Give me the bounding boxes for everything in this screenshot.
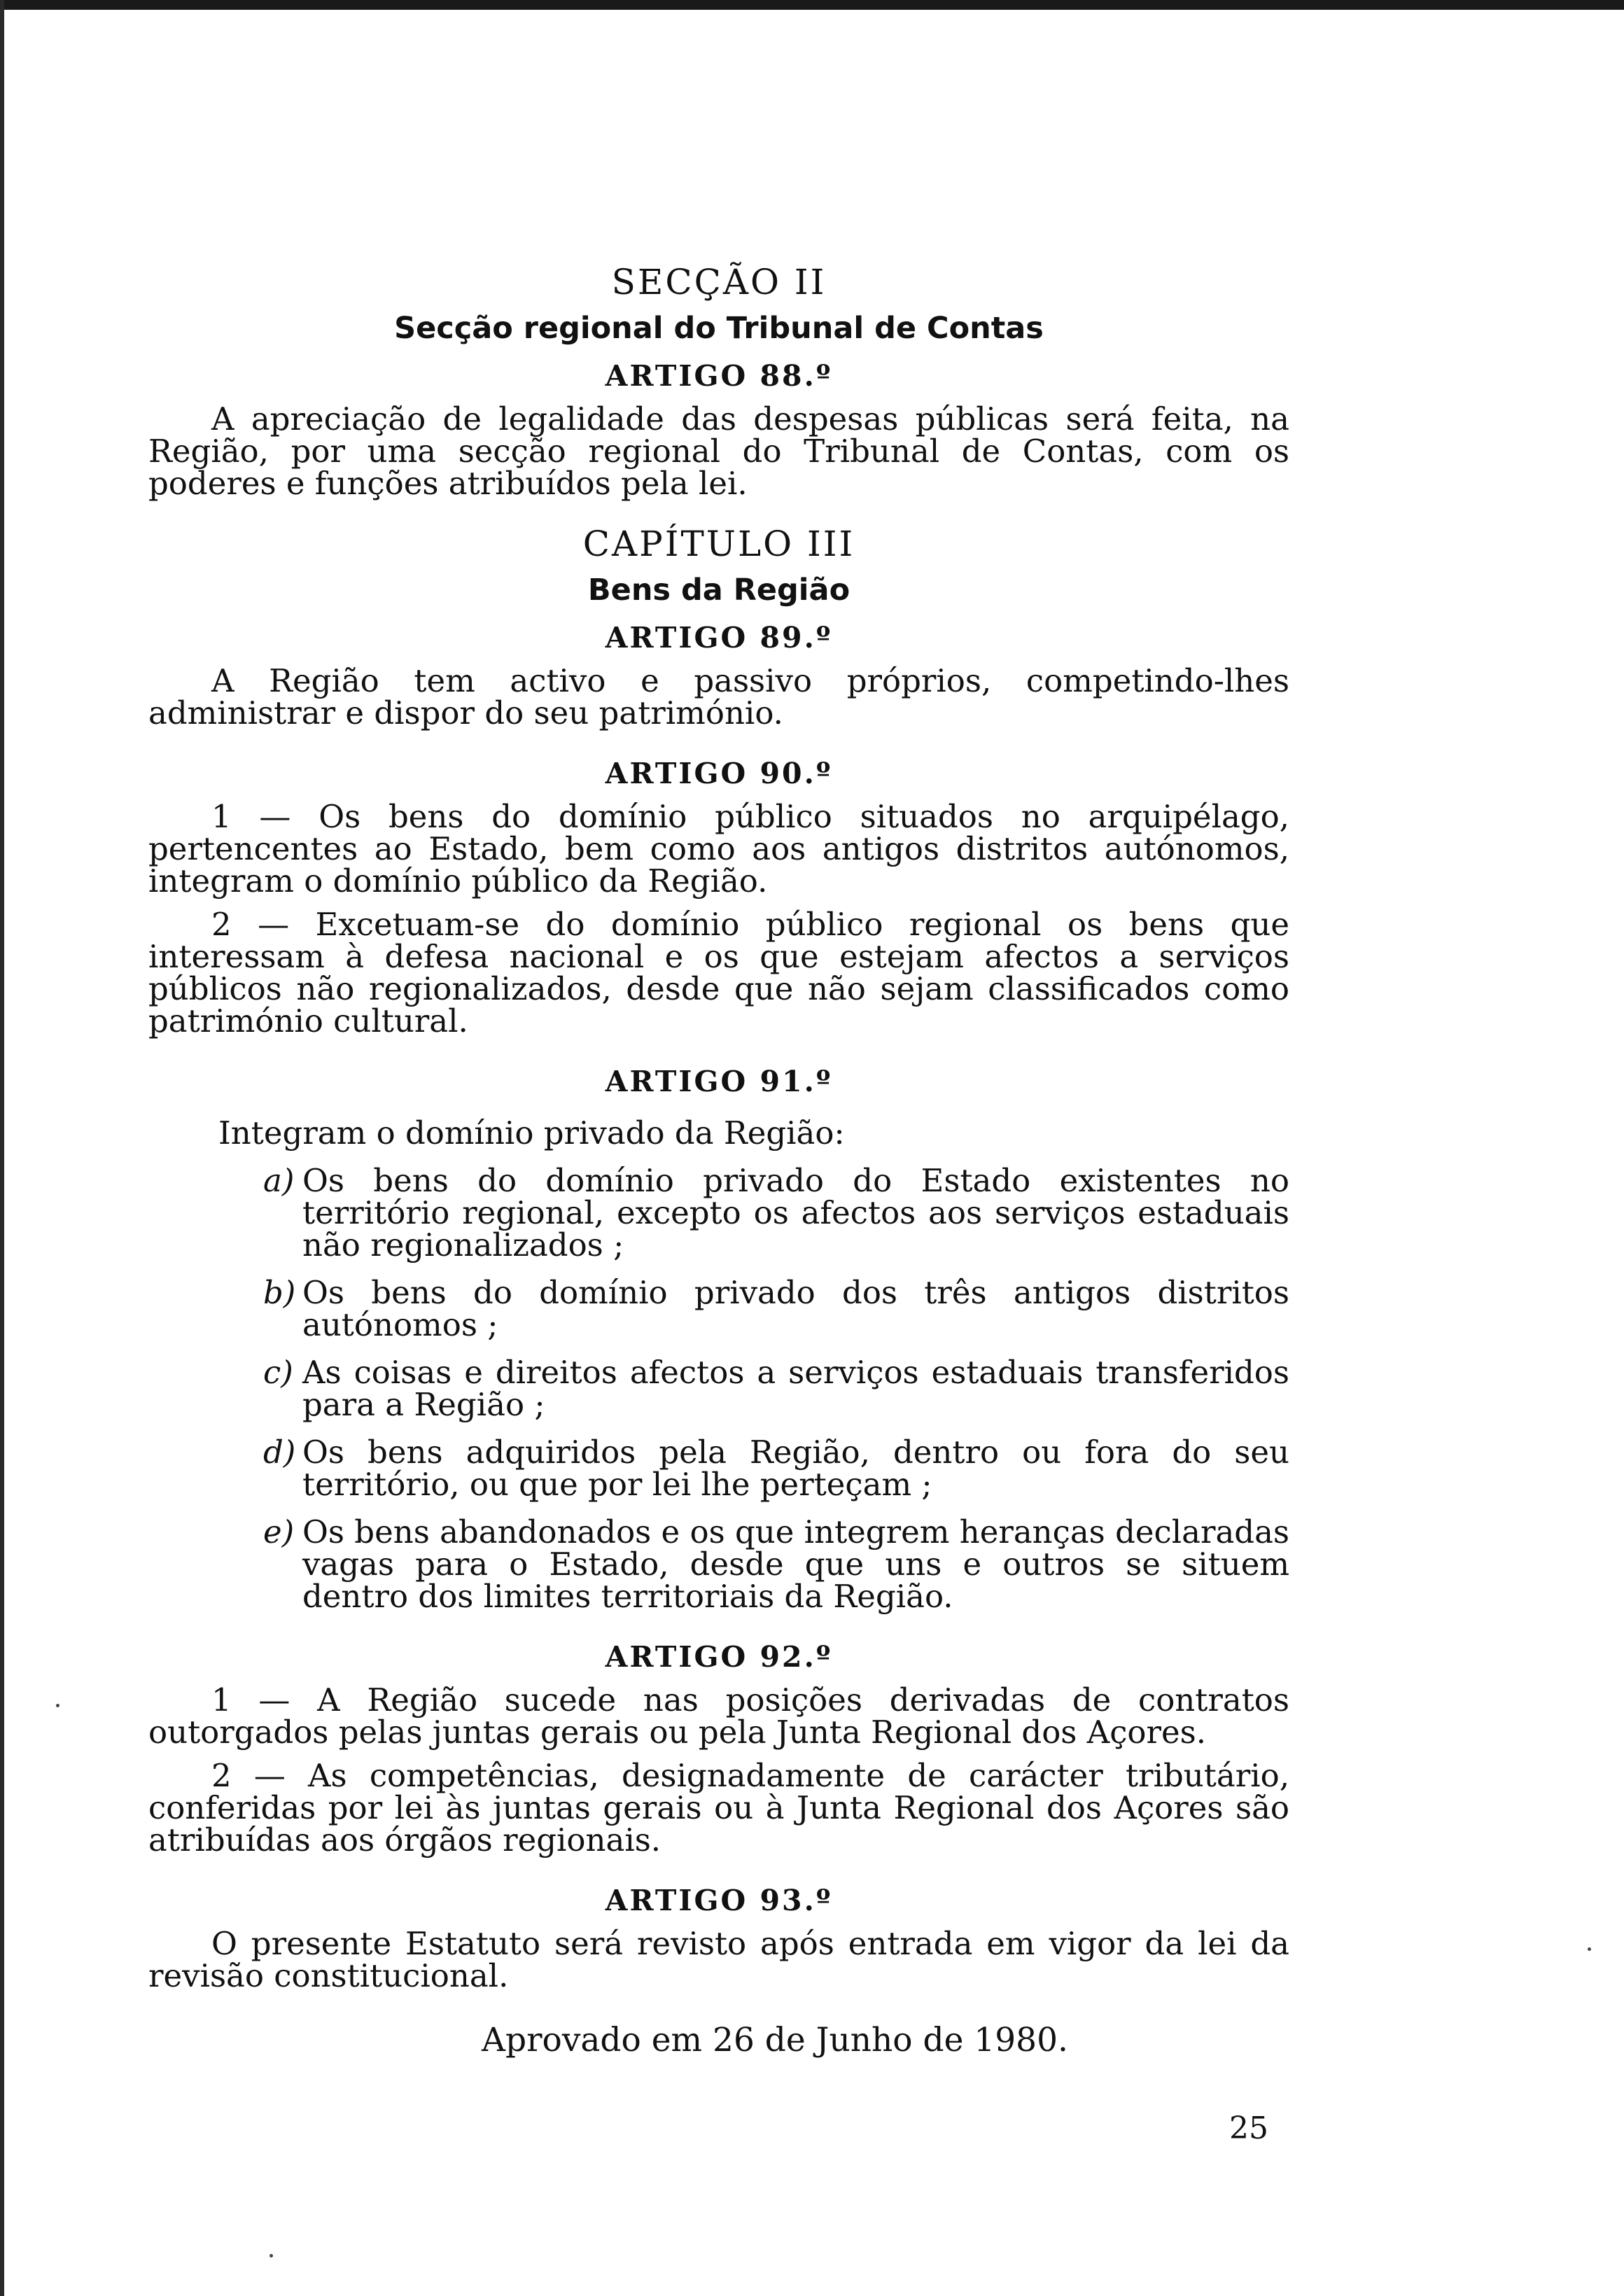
list-item [148,1354,1289,1423]
section-heading: SECÇÃO II [611,262,827,302]
chapter-title: Bens da Região [587,573,850,608]
article-89-text: A Região tem activo e passivo próprios, competindo-lhes administrar e dispor do seu património. [148,662,1289,732]
scan-speck [270,2254,273,2258]
article-92-paragraph-2: 2 — As competências, designadamente de carácter tributário, conferidas por lei às juntas gerais ou à Junta Regional dos Açores são atribuídas aos órgãos regionais. [148,1757,1289,1858]
list-item [148,1162,1289,1264]
list-item-label: d) [263,1434,296,1471]
article-93-label: ARTIGO 93.º [605,1884,833,1917]
article-90-paragraph-2: 2 — Excetuam-se do domínio público regional os bens que interessam à defesa nacional e os que estejam afectos a serviços públicos não regionalizados, desde que não sejam classificados como património cultural. [148,906,1289,1040]
article-88-label: ARTIGO 88.º [605,359,833,393]
page-number: 25 [1229,2110,1268,2146]
section-title: Secção regional do Tribunal de Contas [394,311,1044,346]
article-91-label: ARTIGO 91.º [605,1065,833,1098]
article-90-label: ARTIGO 90.º [605,757,833,790]
article-93-text: O presente Estatuto será revisto após entrada em vigor da lei da revisão constitucional. [148,1925,1289,1994]
list-item [148,1274,1289,1343]
article-89-label: ARTIGO 89.º [605,621,833,654]
article-92-paragraph-1: 1 — A Região sucede nas posições derivadas de contratos outorgados pelas juntas gerais ou pela Junta Regional dos Açores. [148,1681,1289,1751]
scan-speck [1588,1947,1591,1951]
chapter-heading: CAPÍTULO III [582,524,855,564]
list-item [148,1436,1289,1501]
approval-date: Aprovado em 26 de Junho de 1980. [482,2021,1068,2059]
list-item-label: a) [263,1162,295,1199]
article-90-paragraph-1: 1 — Os bens do domínio público situados no arquipélago, pertencentes ao Estado, bem como aos antigos distritos autónomos, integram o domínio público da Região. [148,798,1289,899]
article-88-text: A apreciação de legalidade das despesas públicas será feita, na Região, por uma secção regional do Tribunal de Contas, com os poderes e funções atribuídos pela lei. [148,400,1289,502]
scan-speck [56,1704,59,1707]
list-item-text: Os bens abandonados e os que integrem heranças declaradas vagas para o Estado, desde que uns e outros se situem dentro dos limites territoriais da Região. [302,1513,1290,1615]
list-item-text: Os bens do domínio privado do Estado existentes no território regional, excepto os afectos aos serviços estaduais não regionalizados ; [302,1162,1289,1264]
document-page [148,262,1290,2059]
list-item-label: c) [263,1354,293,1391]
list-item-text: Os bens do domínio privado dos três antigos distritos autónomos ; [302,1274,1289,1343]
list-item-text: Os bens adquiridos pela Região, dentro ou fora do seu território, ou que por lei lhe perteçam ; [302,1434,1289,1503]
list-item [148,1513,1290,1615]
scan-left-edge [0,0,4,2296]
article-92-label: ARTIGO 92.º [605,1640,833,1674]
list-item-label: b) [263,1274,296,1311]
scan-top-edge [0,0,1624,10]
list-item-text: As coisas e direitos afectos a serviços estaduais transferidos para a Região ; [302,1354,1289,1423]
article-91-intro: Integram o domínio privado da Região: [218,1114,845,1152]
list-item-label: e) [263,1513,295,1550]
